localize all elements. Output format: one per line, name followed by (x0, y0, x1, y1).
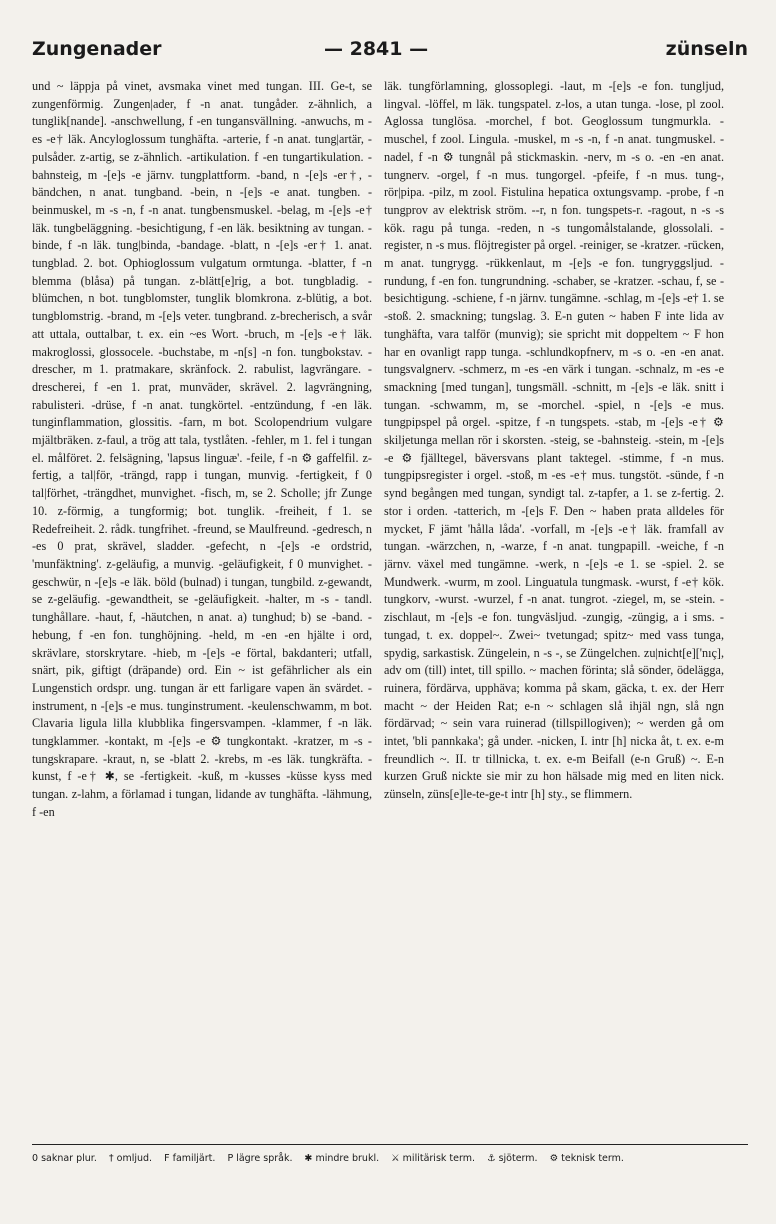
left-column-text: und ~ läppja på vinet, avsmaka vinet med tungan. III. Ge-t, se zungenförmig. Zungen|ader, f -n anat. tungåder. z-ähnlich, a tunglik[nande]. -anschwellung, f -en tungansvällning. -anwuchs, m -es -e† läk. Ancyloglossum tunghäfta. -arterie, f -n anat. tung|artär, -pulsåder. z-artig, se z-ähnlich. -artikulation. f -en tungartikulation. -bahnsteig, m -[e]s -e järnv. tungplattform. -band, n -[e]s -er†, -bändchen, n anat. tungband. -bein, n -[e]s -e anat. tungben. -beinmuskel, m -s -n, f -n anat. tungbensmuskel. -belag, m -[e]s -e† läk. tungbeläggning. -besichtigung, f -en läk. besiktning av tungan. -binde, f -n läk. tung|binda, -bandage. -blatt, n -[e]s -er† 1. anat. tungblad. 2. bot. Ophioglossum vulgatum ormtunga. -blatter, f -n blemma (blåsa) på tungan. z-blätt[e]rig, a bot. tungbladig. -blümchen, n bot. tungblomster, tunglik blomkrona. z-blütig, a bot. tungblomstrig. -brand, m -[e]s veter. tungbrand. z-brecherisch, a svår att uttala, outtalbar, t. ex. ein ~es Wort. -bruch, m -[e]s -e† läk. makroglossi, glossocele. -buchstabe, m -n[s] -n fon. tungbokstav. -drescher, m 1. pratmakare, skränfock. 2. rabulist, lagvrängare. -drescherei, f -en 1. prat, munväder, skrävel. 2. lagvrängning, rabulisteri. -drüse, f -n anat. tungkörtel. -entzündung, f -en läk. tunginflammation, glossitis. -farn, m bot. Scolopendrium vulgare mjältbräken. z-faul, a trög att tala, tystlåten. -fehler, m 1. fel i tungan el. målföret. 2. felsägning, 'lapsus linguæ'. -feile, f -n ⚙ gaffelfil. z-fertig, a tal|för, -trängd, rapp i tungan, munvig. -fertigkeit, f 0 tal|förhet, -trängdhet, munvighet. -fisch, m, se 2. Scholle; jfr Zunge 10. z-förmig, a tungformig; bot. tunglik. -freiheit, f 1. se Redefreiheit. 2. rådk. tungfrihet. -freund, se Maulfreund. -gedresch, n -es 0 prat, skrävel, sladder. -gefecht, n -[e]s -e ordstrid, 'munfäktning'. z-geläufig, a munvig. -geläufigkeit, f 0 munvighet. -geschwür, n -[e]s -e läk. böld (bulnad) i tungan, tungbild. z-gewandt, se z-geläufig. -gewandtheit, se -geläufigkeit. -halter, m -s - tandl. tunghållare. -haut, f, -häutchen, n anat. a) tunghud; b) se -band. -hebung, f -en fon. tunghöjning. -held, m -en -en hjälte i ord, skrävlare, storskrytare. -hieb, m -[e]s -e förtal, bakdanteri; utfall, snärt, pik, giftigt (dräpande) ord. Ein ~ ist gefährlicher als ein Lungenstich ordspr. ung. tungan är ett farligare vapen än svärdet. -instrument, n -[e]s -e mus. tunginstrument. -keulenschwamm, m bot. Clavaria ligula lilla klubblika fingersvampen. -klammer, f -n läk. tungklammer. -kontakt, m -[e]s -e ⚙ tungkontakt. -kratzer, m -s - tungskrapare. -kraut, n, se -blatt 2. -krebs, m -es läk. tungkräfta. -kunst, f -e† ✱, se -fertigkeit. -kuß, m -kusses -küsse kyss med tungan. z-lahm, a förlamad i tungan, lidande av tunghäfta. -lähmung, f -en (32, 79, 372, 819)
legend-nautical: ⚓ sjöterm. (487, 1153, 538, 1164)
page-header (32, 38, 748, 68)
legend-lower-language: P lägre språk. (227, 1153, 293, 1164)
legend-umlaut: † omljud. (108, 1153, 153, 1164)
legend-military: ⚔ militärisk term. (391, 1153, 475, 1164)
right-column (384, 78, 724, 1138)
page-number: — 2841 — (324, 38, 429, 60)
right-column-text: läk. tungförlamning, glossoplegi. -laut, m -[e]s -e fon. tungljud, lingval. -löffel, m läk. tungspatel. z-los, a utan tunga. -lose, pl zool. Aglossa tunglösa. -morchel, f bot. Geoglossum tungmurkla. -muschel, f zool. Lingula. -muskel, m -s -n, f -n anat. tungmuskel. -nadel, f -n ⚙ tungnål på stickmaskin. -nerv, m -s o. -en -en anat. tungnerv. -orgel, f -n mus. tungorgel. -pfeife, f -n mus. tung-, rör|pipa. -pilz, m zool. Fistulina hepatica oxtungsvamp. -probe, f -n tungprov av elektrisk ström. --r, n fon. tungspets-r. -ragout, n -s -s kök. ragu på tunga. -reden, n -s tungomålstalande, glossolali. -register, n -s mus. flöjtregister på orgel. -reiniger, se -kratzer. -rücken, m anat. tungrygg. -rükkenlaut, m -[e]s -e fon. tungryggsljud. -rundung, f -en fon. tungrundning. -schaber, se -kratzer. -schau, f, se -besichtigung. -schiene, f -n järnv. tungämne. -schlag, m -[e]s -e† 1. se -stoß. 2. smackning; tungslag. 3. E-n guten ~ haben F inte lida av tunghäfta, vara talför (munvig); sie spricht mit doppeltem ~ F hon har en ovanligt rapp tunga. -schlundkopfnerv, m -s o. -en -en anat. tungsvalgnerv. -schmerz, m -es -en värk i tungan. -schnalz, m -es -e smackning [med tungan], tungsmäll. -schnitt, m -[e]s -e läk. snitt i tungan. -schwamm, m, se -morchel. -spiel, n -[e]s -e mus. tungpipspel på orgel. -spitze, f -n tungspets. -stab, m -[e]s -e† ⚙ skiljetunga mellan rör i skorsten. -steig, se -bahnsteig. -stein, m -[e]s -e ⚙ fjälltegel, bäversvans plant taktegel. -stimme, f -n mus. tungpipsregister i orgel. -stoß, m -es -e† mus. tungstöt. -sünde, f -n synd begången med tungan, syndigt tal. z-tapfer, a 1. se z-fertig. 2. stor i orden. -tatterich, m -[e]s F. Den ~ haben prata alldeles för mycket, F jämt 'hålla låda'. -vorfall, m -[e]s -e† läk. framfall av tungan. -wärzchen, n, -warze, f -n anat. tungpapill. -weiche, f -n järnv. växel med tungämne. -werk, n -[e]s -e 1. se -spiel. 2. se Mundwerk. -wurm, m zool. Linguatula tungmask. -wurst, f -e† kök. tungkorv, -wurst. -wurzel, f -n anat. tungrot. -ziegel, m, se -stein. -zischlaut, m -[e]s -e fon. tungväsljud. -zungig, -züngig, a i sms. -tungad, t. ex. doppel~. Zwei~ tvetungad; spitz~ med vass tunga, spydig, sarkastisk. Züngelein, n -s -, se Züngelchen. zu|nicht[e]['nıç], adv om (till) intet, till spillo. ~ machen förinta; slå sönder, ödelägga, ruinera, fördärva, upphäva; komma på skam, gäcka, t. ex. der Herr macht ~ der Heiden Rat; e-n ~ schlagen slå ihjäl ngn, slå ngn fördärvad; ~ sein vara ruinerad (tillspillogiven); ~ werden gå om intet, 'bli pannkaka'; gå under. -nicken, I. intr [h] nicka åt, t. ex. e-m freundlich ~. II. tr tillnicka, t. ex. e-m Beifall (e-n Gruß) ~. E-n kurzen Gruß nickte sie mir zu hon hälsade mig med en liten nick. zünseln, züns[e]le-te-ge-t intr [h] sty., se flimmern. (384, 79, 724, 802)
footer-rule (32, 1144, 748, 1145)
legend-less-used: ✱ mindre brukl. (304, 1153, 380, 1164)
right-headword: zünseln (665, 38, 748, 60)
legend-familiar: F familjärt. (164, 1153, 216, 1164)
left-headword: Zungenader (32, 38, 162, 60)
left-column (32, 78, 372, 1138)
abbreviation-legend (32, 1152, 748, 1166)
legend-technical: ⚙ teknisk term. (549, 1153, 624, 1164)
legend-no-plural: 0 saknar plur. (32, 1153, 97, 1164)
